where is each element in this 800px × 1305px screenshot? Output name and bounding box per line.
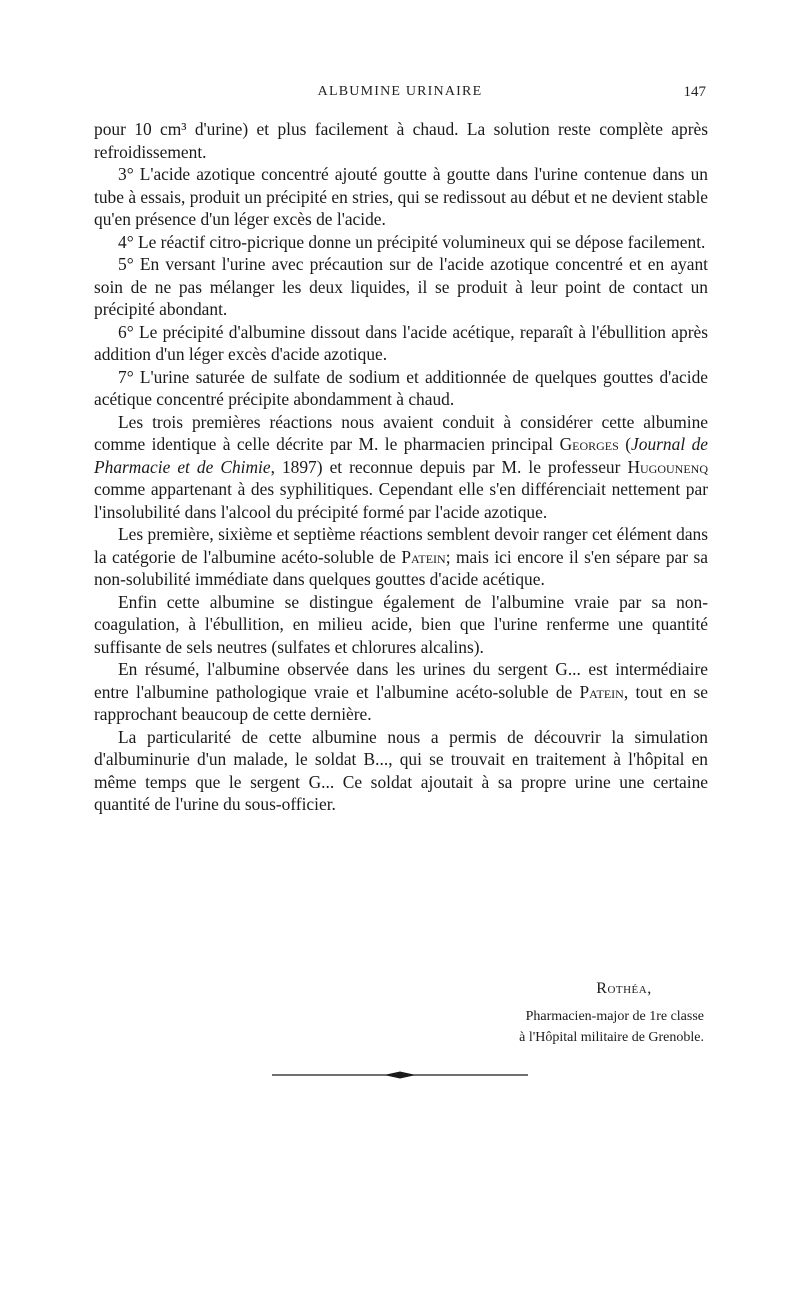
running-title: ALBUMINE URINAIRE bbox=[317, 84, 483, 99]
text-run: 3° L'acide azotique concentré ajouté goutte à goutte dans l'urine contenue dans un tube à essais, produit un précipité en stries, qui se redissout au début et ne devient stable qu'en présence d'un léger excès de l'acide. bbox=[94, 164, 708, 229]
text-run: pour 10 cm³ d'urine) et plus facilement à chaud. La solution reste complète après refroidissement. bbox=[94, 119, 708, 162]
running-head bbox=[94, 84, 706, 106]
paragraph bbox=[94, 231, 708, 254]
paragraph bbox=[94, 163, 708, 231]
text-run: 5° En versant l'urine avec précaution sur de l'acide azotique concentré et en ayant soin de ne pas mélanger les deux liquides, il se produit à leur point de contact un précipité abondant. bbox=[94, 254, 708, 319]
paragraph bbox=[94, 523, 708, 591]
text-run: La particularité de cette albumine nous a permis de découvrir la simulation d'albuminurie d'un malade, le soldat B..., qui se trouvait en traitement à l'hôpital en même temps que le sergent G... Ce soldat ajoutait à sa propre urine une certaine quantité de l'urine du sous-officier. bbox=[94, 726, 708, 814]
journal-title: Journal de Pharmacie et de Chimie bbox=[94, 434, 708, 477]
text-run: , 1897) et reconnue depuis par M. le professeur bbox=[270, 456, 628, 477]
author-name: Patein bbox=[579, 681, 624, 702]
text-run: En résumé, l'albumine observée dans les urines du sergent G... est intermédiaire entre l'albumine pathologique vraie et l'albumine acéto-soluble de bbox=[94, 659, 708, 702]
signature-name: Rothéa, bbox=[596, 980, 652, 997]
text-run: ( bbox=[618, 434, 632, 454]
signature-affiliation: à l'Hôpital militaire de Grenoble. bbox=[519, 1030, 704, 1045]
page-number: 147 bbox=[683, 84, 706, 100]
text-run: Les trois premières réactions nous avaient conduit à considérer cette albumine comme identique à celle décrite par M. le pharmacien principal bbox=[94, 411, 708, 454]
text-run: comme appartenant à des syphilitiques. Cependant elle s'en différenciait nettement par l'insolubilité dans l'alcool du précipité formé par l'acide azotique. bbox=[94, 479, 708, 522]
text-run: Les première, sixième et septième réactions semblent devoir ranger cet élément dans la catégorie de l'albumine acéto-soluble de bbox=[94, 524, 708, 567]
text-run: ; mais ici encore il s'en sépare par sa non-solubilité immédiate dans quelques gouttes d'acide acétique. bbox=[94, 546, 708, 589]
author-name: Georges bbox=[559, 434, 619, 454]
text-run: 6° Le précipité d'albumine dissout dans l'acide acétique, reparaît à l'ébullition après addition d'un léger excès d'acide azotique. bbox=[94, 321, 708, 364]
paragraph bbox=[94, 253, 708, 321]
text-run: 7° L'urine saturée de sulfate de sodium et additionnée de quelques gouttes d'acide acétique concentré précipite abondamment à chaud. bbox=[94, 366, 708, 409]
author-name: Hugounenq bbox=[627, 456, 708, 477]
body-text bbox=[94, 118, 708, 816]
text-run: Enfin cette albumine se distingue également de l'albumine vraie par sa non-coagulation, à l'ébullition, en milieu acide, bien que l'urine renferme une quantité suffisante de sels neutres (sulfates et chlorures alcalins). bbox=[94, 591, 708, 657]
paragraph bbox=[94, 366, 708, 411]
paragraph bbox=[94, 321, 708, 366]
signature-block bbox=[404, 980, 704, 1048]
end-ornament-rule bbox=[272, 1068, 528, 1082]
paragraph bbox=[94, 411, 708, 524]
paragraph bbox=[94, 658, 708, 726]
paragraph bbox=[94, 726, 708, 816]
signature-title: Pharmacien-major de 1re classe bbox=[525, 1009, 704, 1024]
text-run: , tout en se rapprochant beaucoup de cette dernière. bbox=[94, 681, 708, 724]
paragraph bbox=[94, 118, 708, 163]
text-run: 4° Le réactif citro-picrique donne un précipité volumineux qui se dépose facilement. bbox=[118, 231, 706, 252]
paragraph bbox=[94, 591, 708, 659]
author-name: Patein bbox=[401, 546, 446, 567]
